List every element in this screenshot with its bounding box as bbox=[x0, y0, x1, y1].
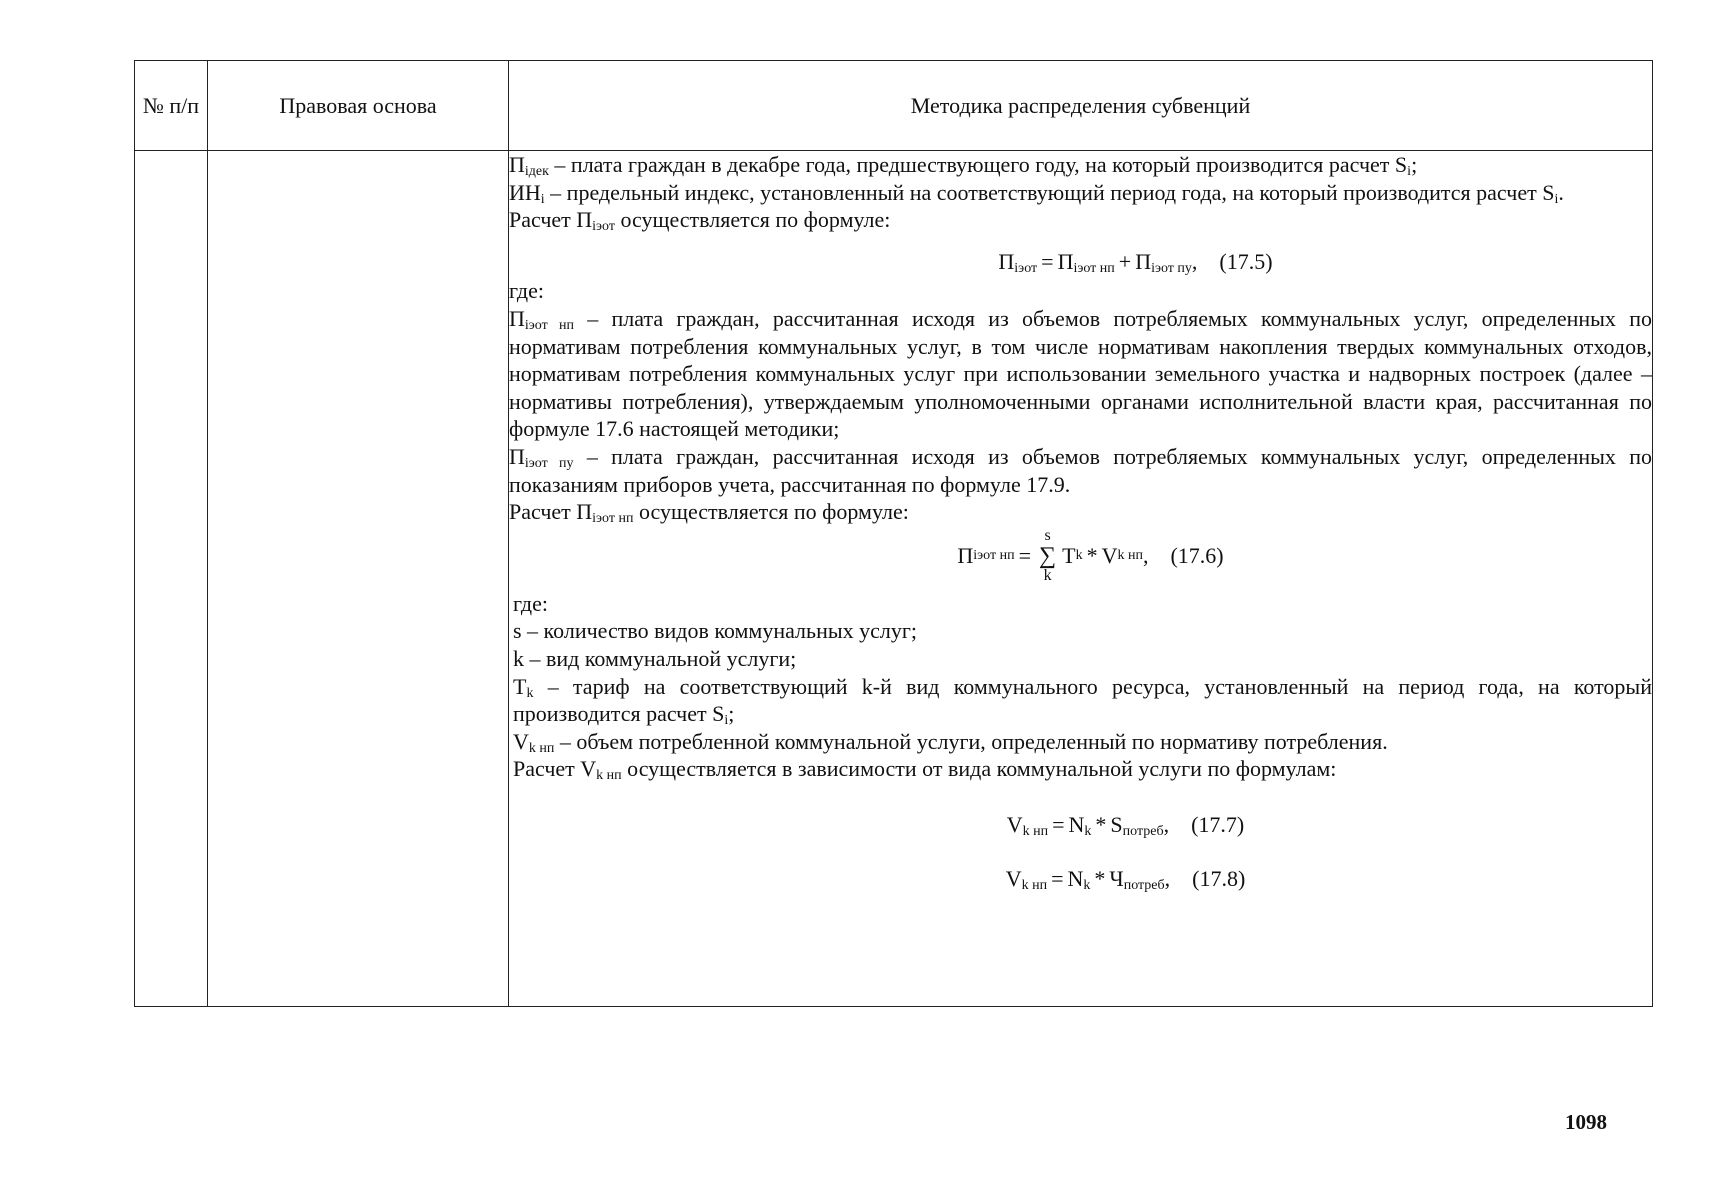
where-label-2: где: bbox=[513, 590, 548, 616]
definition-p-idek: $П_{iдек}$ – плата граждан в декабре года, предшествующего году, на который производится расчет $S_i$; bbox=[509, 152, 1418, 179]
definition-k: k – вид коммунальной услуги; bbox=[513, 645, 797, 671]
number-cell bbox=[135, 151, 208, 1007]
calc-intro-p-ieot-np: Расчет $П_{iэот нп}$ осуществляется по формуле: bbox=[509, 499, 909, 527]
definition-vk-np: $V_{k нп}$ – объем потребленной коммунальной услуги, определенный по нормативу потребления. bbox=[513, 728, 1388, 756]
formula-17-7: $V_{k нп} = N_k * S_{потреб}$, (17.7) bbox=[1006, 811, 1245, 839]
methodology-cell bbox=[509, 151, 1653, 1007]
page-number: 1098 bbox=[1565, 1110, 1607, 1134]
calc-intro-vk-np: Расчет $V_{k нп}$ осуществляется в зависимости от вида коммунальной услуги по формулам: bbox=[513, 756, 1337, 784]
legal-basis-cell bbox=[208, 151, 509, 1007]
table-body-row bbox=[135, 151, 1653, 1007]
definition-tk: $T_k$ – тариф на соответствующий k-й вид коммунального ресурса, установленный на период года, на который производится расчет $S_i$; bbox=[513, 673, 1652, 729]
where-label: где: bbox=[509, 278, 544, 304]
calc-intro-p-ieot: Расчет $П_{iэот}$ осуществляется по формуле: bbox=[509, 207, 891, 235]
header-legal-basis-cell: Правовая основа bbox=[208, 61, 509, 151]
definition-s: s – количество видов коммунальных услуг; bbox=[513, 618, 918, 644]
table-header-row bbox=[135, 61, 1653, 151]
sigma-sum-icon: s ∑ k bbox=[1039, 526, 1057, 584]
formula-17-5: $П_{iэот} = П_{iэот нп} + П_{iэот пу}$, (17.5) bbox=[998, 248, 1273, 276]
methodology-table bbox=[134, 60, 1653, 1007]
formula-17-6: П iэот нп = s ∑ k T k * V k нп , (17.6) bbox=[957, 526, 1224, 584]
definition-p-ieot-np: $П_{iэот нп}$ – плата граждан, рассчитанная исходя из объемов потребляемых коммунальных услуг, определенных по нормативам потребления коммунальных услуг, в том числе нормативам накопления твердых коммунальных отходов, нормативам потребления коммунальных услуг при использовании земельного участка и надворных построек (далее – нормативы потребления), утверждаемым уполномоченными органами исполнительной власти края, рассчитанная по формуле 17.6 настоящей методики; bbox=[509, 305, 1652, 442]
definition-in-i: $ИН_i$ – предельный индекс, установленный на соответствующий период года, на который производится расчет $S_i$. bbox=[509, 179, 1564, 207]
header-methodology-cell: Методика распределения субвенций bbox=[509, 61, 1653, 151]
definition-p-ieot-pu: $П_{iэот пу}$ – плата граждан, рассчитанная исходя из объемов потребляемых коммунальных услуг, определенных по показаниям приборов учета, рассчитанная по формуле 17.9. bbox=[509, 443, 1652, 497]
formula-17-8: $V_{k нп} = N_k * Ч_{потреб}$, (17.8) bbox=[1005, 866, 1246, 894]
header-number-cell: № п/п bbox=[135, 61, 208, 151]
